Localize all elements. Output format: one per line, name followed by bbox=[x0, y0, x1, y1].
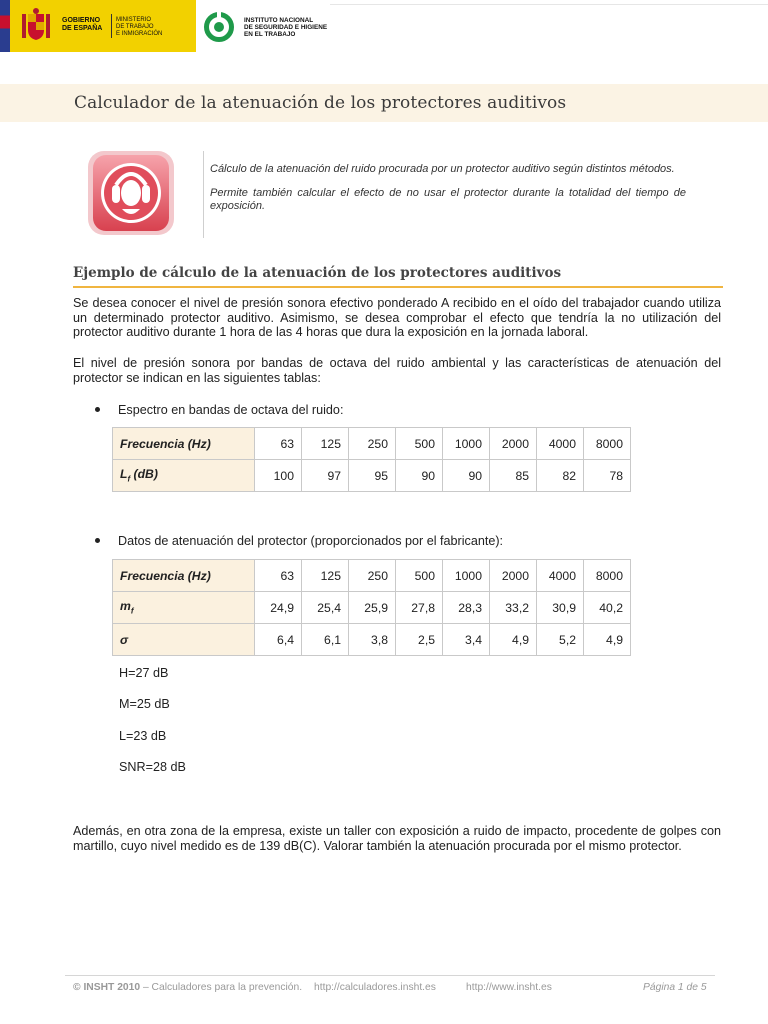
table-row bbox=[113, 460, 631, 492]
table-cell: 97 bbox=[302, 460, 349, 492]
insht-ring-icon bbox=[203, 11, 235, 43]
table-row bbox=[113, 428, 631, 460]
paragraph-3: Además, en otra zona de la empresa, existe un taller con exposición a ruido de impacto, procedente de golpes con martillo, cuyo nivel medido es de 139 dB(C). Valorar también la atenuación procurada por el mismo protector. bbox=[73, 824, 721, 853]
row-header-mf: $m_f$ bbox=[113, 592, 255, 624]
gobierno-logo bbox=[0, 0, 196, 52]
table-cell: 30,9 bbox=[537, 592, 584, 624]
eu-flag-strip bbox=[0, 0, 10, 52]
footer-page-number: Página 1 de 5 bbox=[643, 982, 707, 993]
table-cell: 250 bbox=[349, 428, 396, 460]
table-cell: 125 bbox=[302, 560, 349, 592]
header-bar bbox=[0, 0, 768, 56]
attenuation-table bbox=[112, 559, 631, 656]
bullet-dot bbox=[95, 407, 100, 412]
table-cell: 1000 bbox=[443, 560, 490, 592]
table-cell: 1000 bbox=[443, 428, 490, 460]
table-cell: 90 bbox=[443, 460, 490, 492]
table-cell: 24,9 bbox=[255, 592, 302, 624]
table-cell: 2,5 bbox=[396, 624, 443, 656]
table-cell: 90 bbox=[396, 460, 443, 492]
footer-link-insht[interactable]: http://www.insht.es bbox=[466, 982, 552, 993]
table-cell: 4000 bbox=[537, 560, 584, 592]
bullet-1 bbox=[95, 403, 343, 417]
table-cell: 63 bbox=[255, 560, 302, 592]
bullet-2-text: Datos de atenuación del protector (proporcionados por el fabricante): bbox=[118, 534, 504, 548]
table-cell: 25,4 bbox=[302, 592, 349, 624]
coat-of-arms-icon bbox=[18, 8, 54, 44]
title-bar bbox=[0, 84, 768, 122]
row-header-sigma: σ bbox=[113, 624, 255, 656]
section-underline bbox=[73, 286, 723, 288]
row-header-frequency: Frecuencia (Hz) bbox=[113, 560, 255, 592]
table-cell: 78 bbox=[584, 460, 631, 492]
table-cell: 4000 bbox=[537, 428, 584, 460]
table-cell: 125 bbox=[302, 428, 349, 460]
table-cell: 85 bbox=[490, 460, 537, 492]
table-cell: 2000 bbox=[490, 560, 537, 592]
ministerio-text: MINISTERIO DE TRABAJO E INMIGRACIÓN bbox=[116, 17, 163, 37]
table-cell: 63 bbox=[255, 428, 302, 460]
table-cell: 4,9 bbox=[490, 624, 537, 656]
table-cell: 5,2 bbox=[537, 624, 584, 656]
table-cell: 500 bbox=[396, 560, 443, 592]
table-cell: 33,2 bbox=[490, 592, 537, 624]
ear-protector-icon bbox=[86, 149, 176, 237]
table-cell: 500 bbox=[396, 428, 443, 460]
table-cell: 82 bbox=[537, 460, 584, 492]
table-cell: 25,9 bbox=[349, 592, 396, 624]
row-header-level: $L_f$ (dB) bbox=[113, 460, 255, 492]
page-title: Calculador de la atenuación de los protectores auditivos bbox=[74, 93, 567, 113]
table-cell: 95 bbox=[349, 460, 396, 492]
table-cell: 4,9 bbox=[584, 624, 631, 656]
gobierno-text: GOBIERNO DE ESPAÑA bbox=[62, 17, 103, 32]
paragraph-2: El nivel de presión sonora por bandas de octava del ruido ambiental y las características de atenuación del protector se indican en las siguientes tablas: bbox=[73, 356, 721, 385]
table-cell: 40,2 bbox=[584, 592, 631, 624]
table-row bbox=[113, 560, 631, 592]
value-snr: SNR=28 dB bbox=[119, 760, 186, 774]
bullet-dot bbox=[95, 538, 100, 543]
value-m: M=25 dB bbox=[119, 697, 170, 711]
intro-paragraph-1: Cálculo de la atenuación del ruido procurada por un protector auditivo según distintos métodos. bbox=[210, 163, 675, 175]
row-header-frequency: Frecuencia (Hz) bbox=[113, 428, 255, 460]
intro-paragraph-2: Permite también calcular el efecto de no usar el protector durante la totalidad del tiempo de exposición. bbox=[210, 187, 686, 212]
footer-copyright: © INSHT 2010 – Calculadores para la prevención. bbox=[73, 982, 303, 993]
table-cell: 250 bbox=[349, 560, 396, 592]
table-cell: 28,3 bbox=[443, 592, 490, 624]
table-cell: 6,4 bbox=[255, 624, 302, 656]
table-cell: 3,8 bbox=[349, 624, 396, 656]
header-divider bbox=[330, 4, 768, 5]
bullet-1-text: Espectro en bandas de octava del ruido: bbox=[118, 403, 344, 417]
table-cell: 27,8 bbox=[396, 592, 443, 624]
table-row bbox=[113, 624, 631, 656]
insht-logo bbox=[203, 10, 333, 44]
section-title: Ejemplo de cálculo de la atenuación de los protectores auditivos bbox=[73, 265, 562, 281]
logo-separator bbox=[111, 14, 112, 38]
bullet-2 bbox=[95, 534, 503, 548]
intro-divider bbox=[203, 151, 204, 238]
footer-rule bbox=[65, 975, 715, 976]
footer-link-calculadores[interactable]: http://calculadores.insht.es bbox=[314, 982, 436, 993]
table-cell: 2000 bbox=[490, 428, 537, 460]
table-cell: 6,1 bbox=[302, 624, 349, 656]
insht-text: INSTITUTO NACIONAL DE SEGURIDAD E HIGIENE EN EL TRABAJO bbox=[244, 17, 328, 38]
paragraph-1: Se desea conocer el nivel de presión sonora efectivo ponderado A recibido en el oído del trabajador cuando utiliza un determinado protector auditivo. Asimismo, se desea comprobar el efecto que tendría la no utilización del protector auditivo durante 1 hora de las 4 horas que dura la exposición en la jornada laboral. bbox=[73, 296, 721, 339]
table-cell: 8000 bbox=[584, 428, 631, 460]
intro-text bbox=[210, 163, 686, 224]
table-cell: 3,4 bbox=[443, 624, 490, 656]
value-l: L=23 dB bbox=[119, 729, 167, 743]
table-cell: 100 bbox=[255, 460, 302, 492]
table-cell: 8000 bbox=[584, 560, 631, 592]
noise-spectrum-table bbox=[112, 427, 631, 492]
table-row bbox=[113, 592, 631, 624]
value-h: H=27 dB bbox=[119, 666, 169, 680]
